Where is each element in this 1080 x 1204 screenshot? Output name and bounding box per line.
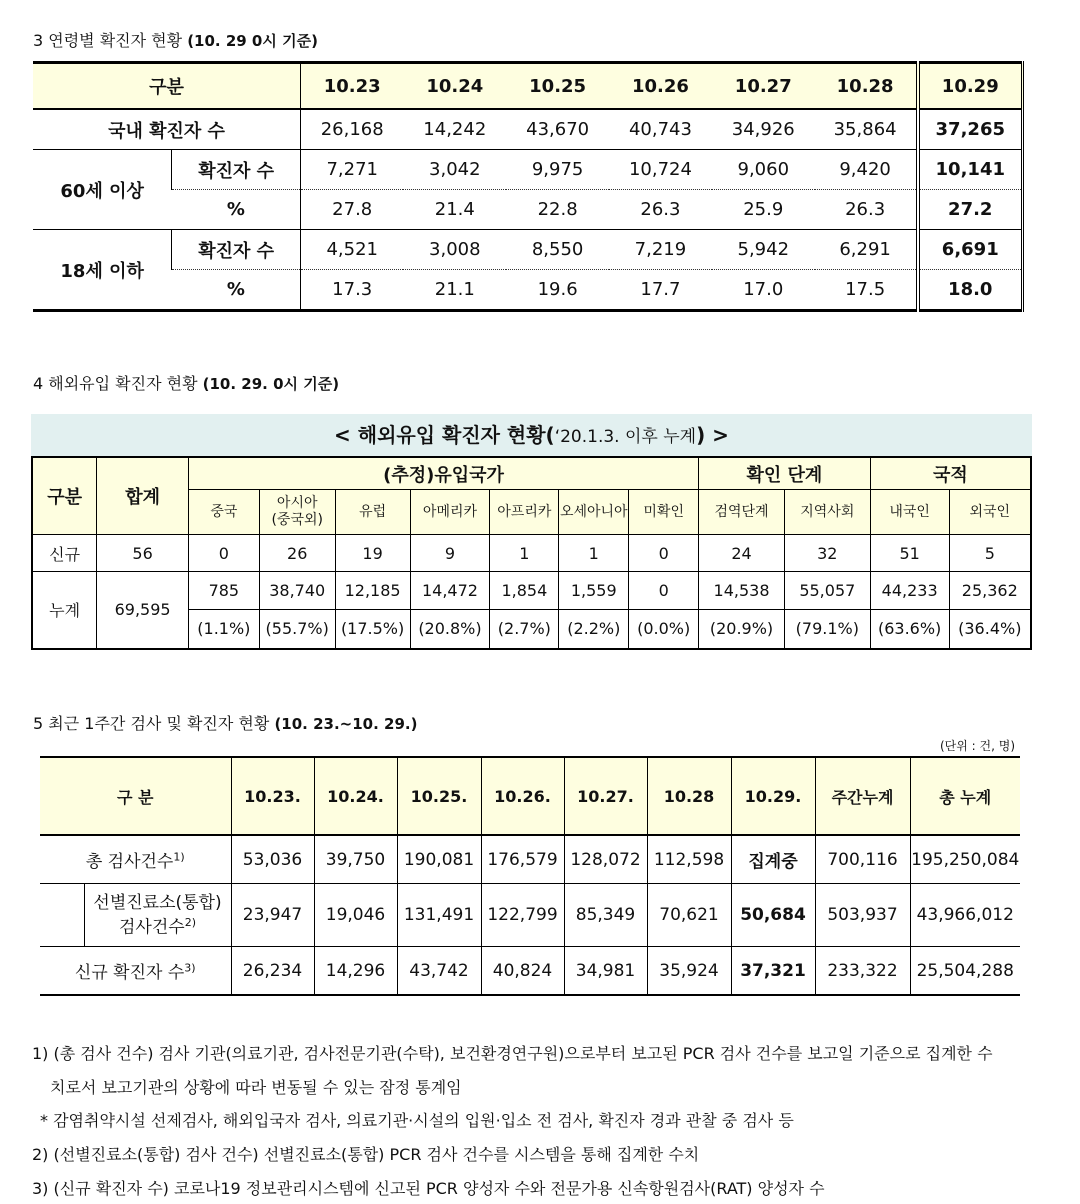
footnote-3: 3) (신규 확진자 수) 코로나19 정보관리시스템에 신고된 PCR 양성자 수와 전문가용 신속항원검사(RAT) 양성자 수 bbox=[32, 1179, 825, 1198]
cumulative-row: 누계 69,595 785 38,740 12,185 14,472 1,854 1,559 0 14,538 55,057 44,233 25,362 bbox=[32, 572, 1031, 610]
section5-title: 5 최근 1주간 검사 및 확진자 현황 (10. 23.~10. 29.) bbox=[33, 714, 418, 733]
domestic-row: 국내 확진자 수 26,168 14,242 43,670 40,743 34,926 35,864 37,265 bbox=[33, 109, 1023, 150]
cumulative-pct-row: (1.1%) (55.7%) (17.5%) (20.8%) (2.7%) (2.2%) (0.0%) (20.9%) (79.1%) (63.6%) (36.4%) bbox=[32, 610, 1031, 649]
over60-pct-row: % 27.8 21.4 22.8 26.3 25.9 26.3 27.2 bbox=[33, 190, 1023, 230]
section3-title: 3 연령별 확진자 현황 (10. 29 0시 기준) bbox=[33, 31, 318, 50]
section4-title: 4 해외유입 확진자 현황 (10. 29. 0시 기준) bbox=[33, 374, 340, 393]
footnote-asterisk: * 감염취약시설 선제검사, 해외입국자 검사, 의료기관·시설의 입원·입소 전 검사, 확진자 경과 관찰 중 검사 등 bbox=[40, 1111, 794, 1130]
footnote-2: 2) (선별진료소(통합) 검사 건수) 선별진료소(통합) PCR 검사 건수를 시스템을 통해 집계한 수치 bbox=[32, 1145, 700, 1164]
new-row: 신규 56 0 26 19 9 1 1 0 24 32 51 5 bbox=[32, 535, 1031, 572]
footnote-1: 1) (총 검사 건수) 검사 기관(의료기관, 검사전문기관(수탁), 보건환경연구원)으로부터 보고된 PCR 검사 건수를 보고일 기준으로 집계한 수 bbox=[32, 1044, 993, 1063]
under18-count-row: 18세 이하 확진자 수 4,521 3,008 8,550 7,219 5,942 6,291 6,691 bbox=[33, 230, 1023, 270]
age-confirmed-table bbox=[33, 61, 1024, 312]
footnote-1-cont: 치로서 보고기관의 상황에 따라 변동될 수 있는 잠정 통계임 bbox=[50, 1078, 462, 1097]
total-tests-row: 총 검사건수$^{1)}$ 53,036 39,750 190,081 176,579 128,072 112,598 집계중 700,116 195,250,084 bbox=[40, 835, 1020, 884]
table-header-row: 구분 10.23 10.24 10.25 10.26 10.27 10.28 10.29 bbox=[33, 63, 1023, 110]
table-header-row: 구분 합계 (추정)유입국가 확인 단계 국적 bbox=[32, 457, 1031, 490]
under18-pct-row: % 17.3 21.1 19.6 17.7 17.0 17.5 18.0 bbox=[33, 270, 1023, 311]
over60-count-row: 60세 이상 확진자 수 7,271 3,042 9,975 10,724 9,060 9,420 10,141 bbox=[33, 150, 1023, 190]
table-subheader-row: 중국 아시아 (중국외) 유럽 아메리카 아프리카 오세아니아 미확인 검역단계 지역사회 내국인 외국인 bbox=[32, 490, 1031, 535]
imported-confirmed-table bbox=[31, 456, 1032, 650]
unit-label: (단위 : 건, 명) bbox=[940, 739, 1016, 753]
imported-table-caption: < 해외유입 확진자 현황(‘20.1.3. 이후 누계) > bbox=[31, 414, 1032, 456]
table-header-row: 구 분 10.23. 10.24. 10.25. 10.26. 10.27. 10.28 10.29. 주간누계 총 누계 bbox=[40, 757, 1020, 835]
clinic-tests-row: 선별진료소(통합) 검사건수$^{2)}$ 23,947 19,046 131,491 122,799 85,349 70,621 50,684 503,937 43,966,012 bbox=[40, 884, 1020, 947]
weekly-tests-table bbox=[40, 756, 1020, 996]
new-confirmed-row: 신규 확진자 수$^{3)}$ 26,234 14,296 43,742 40,824 34,981 35,924 37,321 233,322 25,504,288 bbox=[40, 947, 1020, 996]
